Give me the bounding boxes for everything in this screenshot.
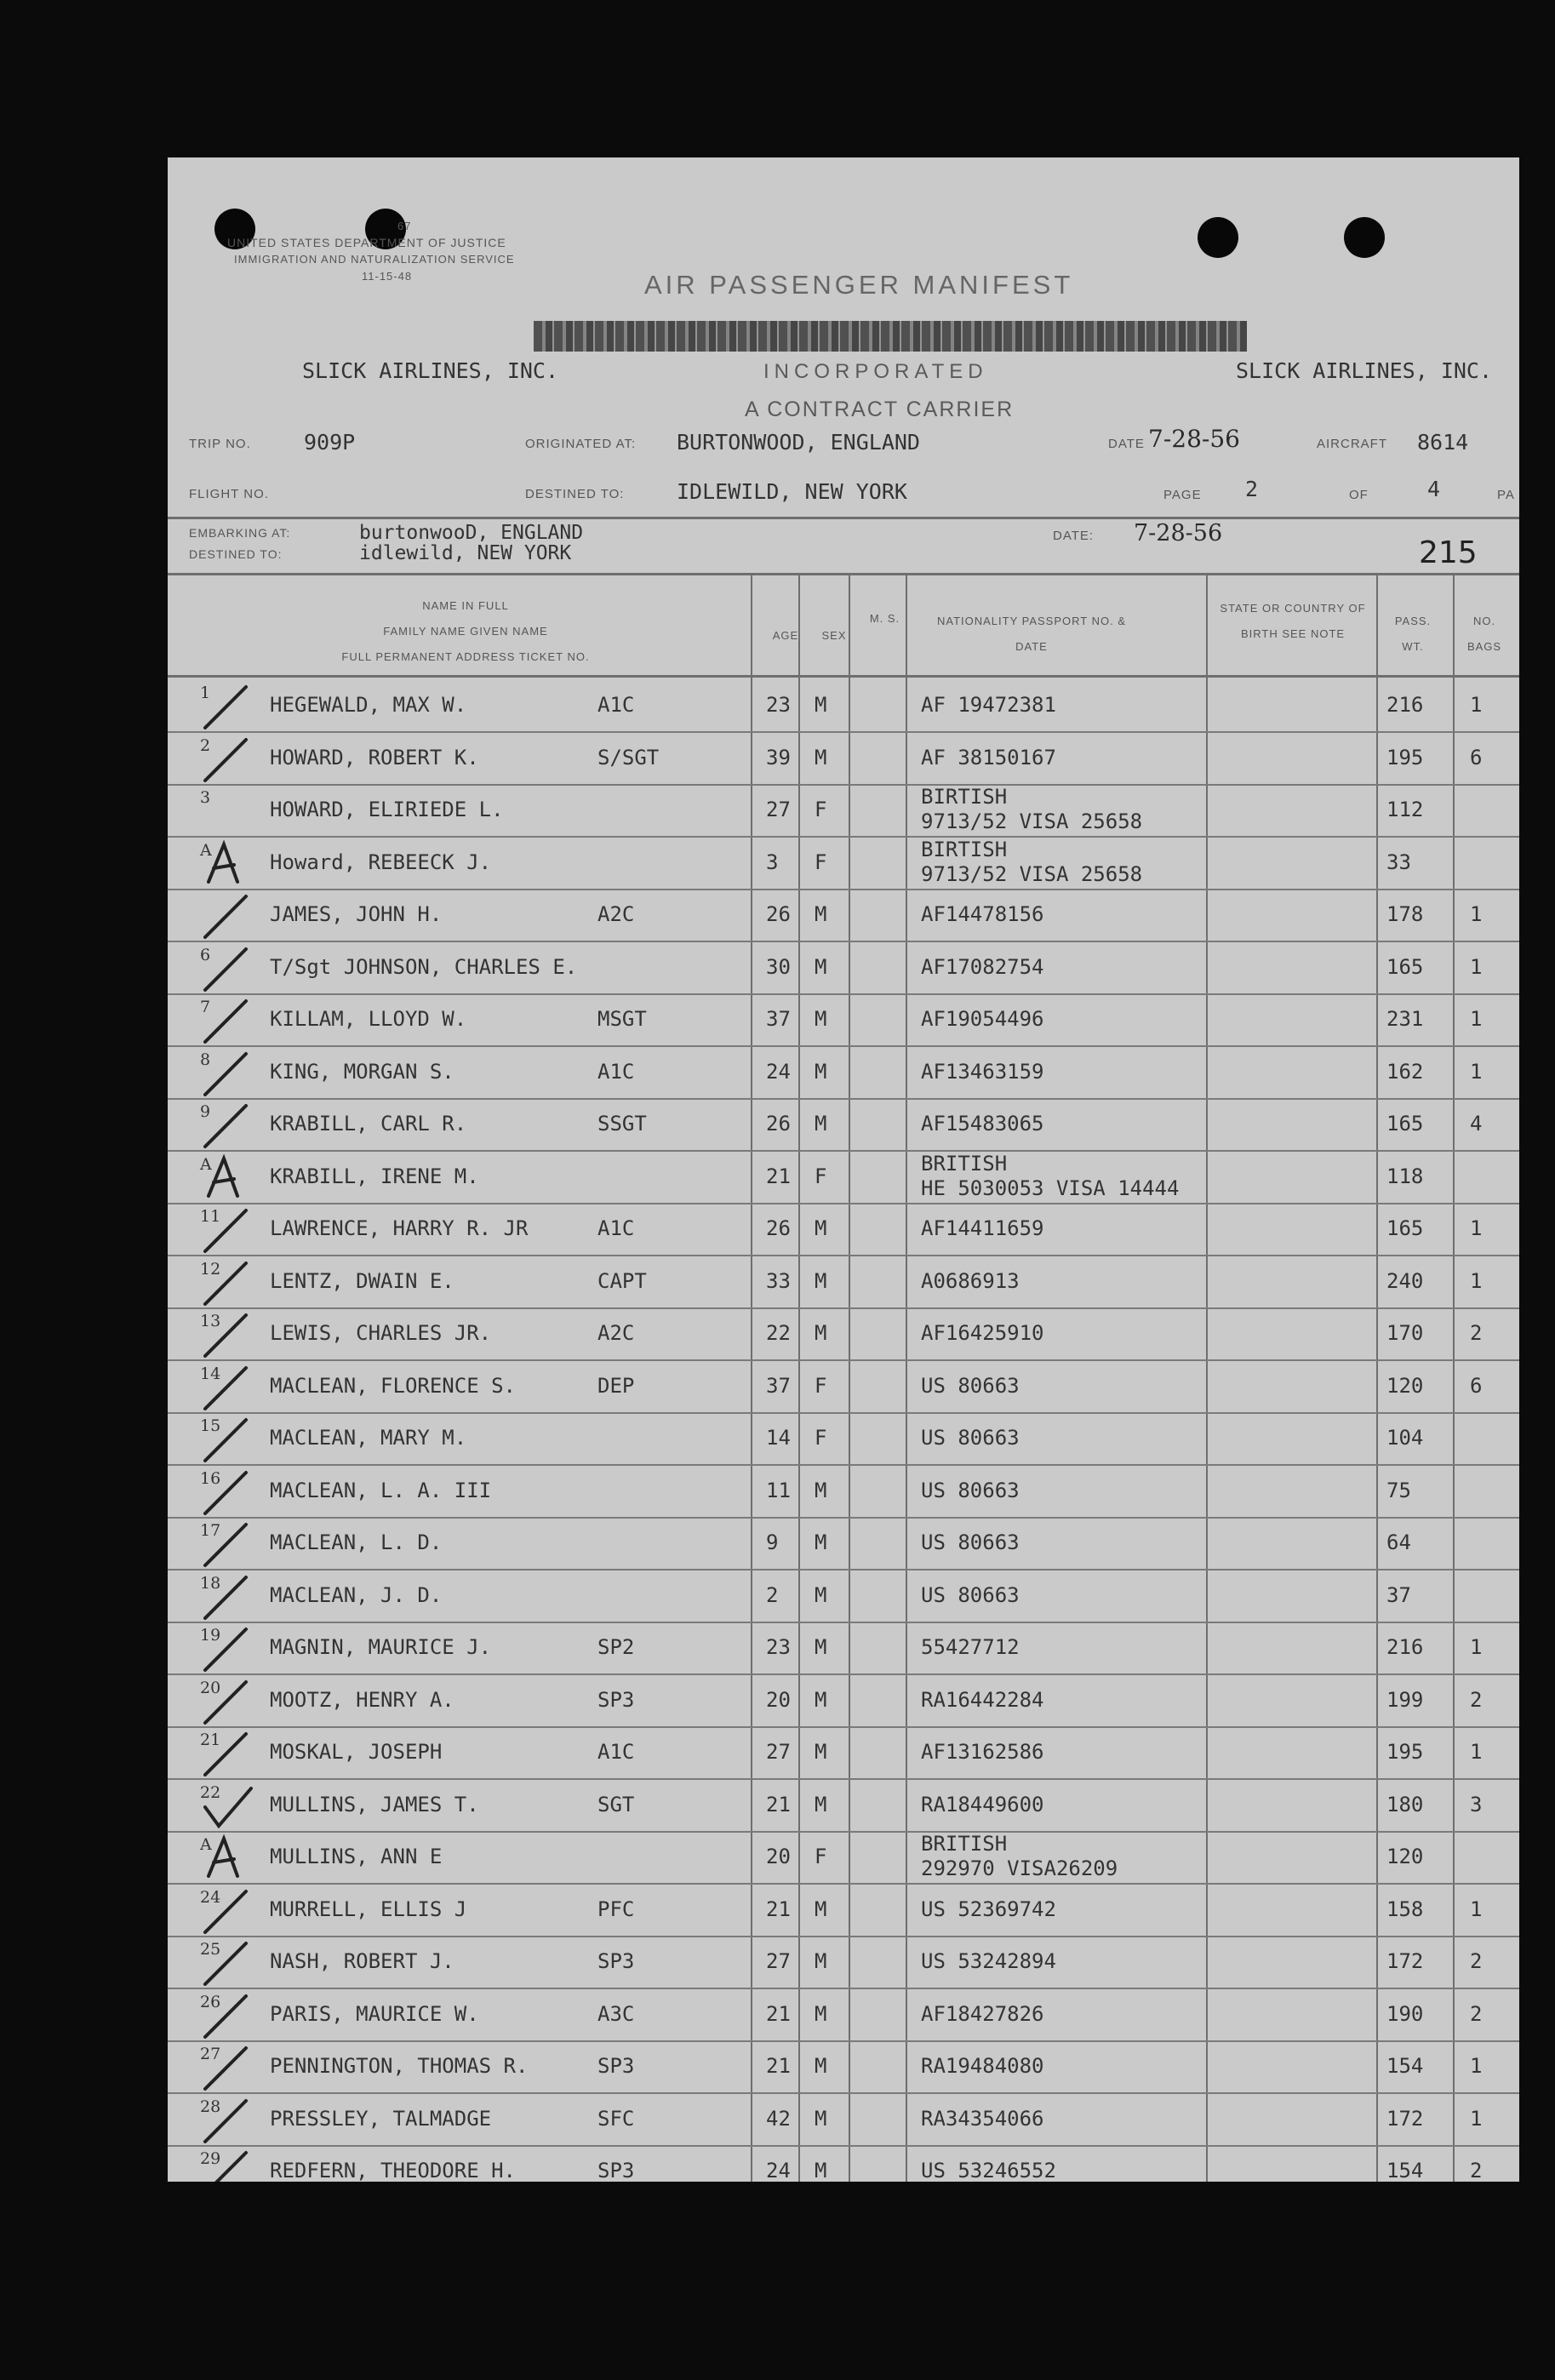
age-value: 24 [766,1059,791,1084]
punch-hole [1344,217,1385,258]
passenger-name: Howard, REBEECK J. [270,850,492,874]
destined-label: DESTINED TO: [525,487,625,501]
row-number: 26 [200,1992,221,2011]
passenger-row [168,888,1519,942]
bag-count: 2 [1470,1949,1483,1973]
nationality-line1: AF16425910 [921,1321,1044,1345]
form-date: 11-15-48 [362,270,413,283]
bag-count: 6 [1470,745,1483,769]
passenger-name: MOOTZ, HENRY A. [270,1687,454,1712]
nationality-line2: 292970 VISA26209 [921,1857,1118,1880]
sex-value: M [815,1949,827,1973]
age-value: 30 [766,954,791,979]
nationality-line1: BIRTISH [921,785,1008,809]
nationality-line1: AF14478156 [921,902,1044,926]
pass-weight: 118 [1386,1164,1424,1188]
nationality-line1: AF14411659 [921,1216,1044,1240]
ticket-rank: SFC [597,2106,635,2131]
bag-count: 3 [1470,1792,1483,1816]
pass-weight: 120 [1386,1373,1424,1398]
passenger-row [168,1359,1519,1414]
age-value: 39 [766,745,791,769]
ticket-rank: SP3 [597,2159,635,2182]
age-value: 27 [766,798,791,821]
col-header-name [270,593,661,670]
ticket-rank: SP3 [597,2054,635,2078]
passenger-name: PRESSLEY, TALMADGE [270,2106,492,2131]
passenger-row [168,731,1519,786]
nationality-line1: US 52369742 [921,1897,1056,1921]
ticket-rank: A2C [597,902,635,926]
date2-label: DATE: [1053,529,1095,543]
pass-weight: 37 [1386,1582,1411,1607]
pass-weight: 33 [1386,850,1411,874]
passenger-row [168,1830,1519,1885]
pass-weight: 165 [1386,1216,1424,1240]
nationality-line1: BRITISH [921,1151,1008,1176]
ticket-rank: SP3 [597,1949,635,1973]
nationality-line1: US 80663 [921,1426,1020,1450]
agency-line-2: IMMIGRATION AND NATURALIZATION SERVICE [234,253,515,266]
ticket-rank: CAPT [597,1268,647,1293]
col-header-nationality: NATIONALITY PASSPORT NO. & DATE [936,615,1126,653]
age-value: 26 [766,1216,791,1240]
row-number: 29 [200,2149,221,2168]
nationality-line1: US 80663 [921,1373,1020,1398]
passenger-row [168,1621,1519,1675]
bag-count: 1 [1470,2106,1483,2131]
nationality-line1: US 80663 [921,1582,1020,1607]
bag-count: 1 [1470,693,1483,717]
destined-to-label: DESTINED TO: [189,547,283,561]
ticket-rank: SP2 [597,1635,635,1659]
destined-to-value: idlewild, NEW YORK [359,542,572,564]
passenger-name: MULLINS, ANN E [270,1845,443,1868]
row-number: 18 [200,1573,221,1593]
nationality-line1: BRITISH [921,1832,1008,1856]
bag-count: 1 [1470,1635,1483,1659]
row-number: 8 [200,1050,211,1069]
passenger-name: KRABILL, CARL R. [270,1112,467,1136]
age-value: 26 [766,902,791,926]
age-value: 21 [766,2001,791,2026]
age-value: 27 [766,1949,791,1973]
age-value: 33 [766,1268,791,1293]
passenger-row [168,1307,1519,1361]
pass-weight: 178 [1386,902,1424,926]
nationality-line1: BIRTISH [921,837,1008,861]
sex-value: M [815,902,827,926]
passenger-name: T/Sgt JOHNSON, CHARLES E. [270,954,578,979]
pa-label: PA [1497,488,1515,502]
sex-value: M [815,1687,827,1712]
col-header-bags: NO. BAGS [1466,615,1502,653]
row-number: 28 [200,2097,221,2116]
pass-weight: 112 [1386,798,1424,821]
pass-weight: 154 [1386,2159,1424,2182]
of-label: OF [1349,488,1369,502]
ticket-rank: SSGT [597,1112,647,1136]
row-number: 13 [200,1312,221,1330]
sex-value: M [815,1059,827,1084]
age-value: 20 [766,1845,791,1868]
passenger-name: MURRELL, ELLIS J [270,1897,467,1921]
divider [168,517,1519,519]
age-value: 2 [766,1582,779,1607]
row-number: 3 [200,788,211,807]
sex-value: F [815,1426,827,1450]
age-value: 23 [766,693,791,717]
passenger-name: MACLEAN, MARY M. [270,1426,467,1450]
sex-value: M [815,1112,827,1136]
pass-weight: 120 [1386,1845,1424,1868]
bag-count: 2 [1470,1321,1483,1345]
col-header-birth: STATE OR COUNTRY OF BIRTH SEE NOTE [1220,602,1366,640]
age-value: 22 [766,1321,791,1345]
passenger-name: PENNINGTON, THOMAS R. [270,2054,529,2078]
row-number: 19 [200,1626,221,1645]
row-number: 21 [200,1731,221,1749]
sex-value: F [815,798,827,821]
sex-value: M [815,1268,827,1293]
passenger-name: JAMES, JOHN H. [270,902,443,926]
age-value: 37 [766,1007,791,1031]
aircraft-label: AIRCRAFT [1317,437,1387,451]
sex-value: F [815,1373,827,1398]
passenger-row [168,836,1519,890]
sex-value: F [815,850,827,874]
page-number: 2 [1245,477,1259,501]
sex-value: F [815,1845,827,1868]
passenger-row [168,1516,1519,1570]
sex-value: M [815,1321,827,1345]
row-number: 14 [200,1364,221,1383]
row-number: 22 [200,1782,221,1802]
nationality-line1: AF17082754 [921,954,1044,979]
nationality-line1: US 80663 [921,1478,1020,1502]
col-header-age: AGE [772,629,799,642]
nationality-line1: AF 38150167 [921,745,1056,769]
bag-count: 4 [1470,1112,1483,1136]
ticket-rank: A1C [597,1059,635,1084]
passenger-name: MAGNIN, MAURICE J. [270,1635,492,1659]
col-header-name-line1: NAME IN FULL [422,599,509,612]
passenger-name: PARIS, MAURICE W. [270,2001,479,2026]
nationality-line1: US 80663 [921,1530,1020,1554]
row-number: 17 [200,1521,221,1540]
row-number: 12 [200,1259,221,1279]
carrier-name-right: SLICK AIRLINES, INC. [1236,358,1493,383]
bag-count: 2 [1470,1687,1483,1712]
row-number: 7 [200,998,211,1016]
ticket-rank: A2C [597,1321,635,1345]
originated-value: BURTONWOOD, ENGLAND [677,430,920,455]
passenger-row [168,1725,1519,1780]
nationality-line1: RA34354066 [921,2106,1044,2131]
sex-value: M [815,1007,827,1031]
contract-carrier-label: A CONTRACT CARRIER [745,398,1015,421]
pass-weight: 190 [1386,2001,1424,2026]
age-value: 21 [766,1164,791,1188]
nationality-line1: AF 19472381 [921,693,1056,717]
pass-weight: 216 [1386,693,1424,717]
page-count: 4 [1427,477,1441,501]
date-label: DATE [1108,437,1145,451]
row-number: 2 [200,735,211,755]
row-number: 6 [200,945,211,964]
passenger-name: HEGEWALD, MAX W. [270,693,467,717]
passenger-row [168,1202,1519,1256]
pass-weight: 158 [1386,1897,1424,1921]
age-value: 21 [766,1897,791,1921]
passenger-name: REDFERN, THEODORE H. [270,2159,516,2182]
age-value: 21 [766,2054,791,2078]
bag-count: 2 [1470,2001,1483,2026]
form-number: 67 [397,220,412,232]
ticket-rank: PFC [597,1897,635,1921]
pass-weight: 165 [1386,954,1424,979]
passenger-row [168,2040,1519,2094]
sex-value: M [815,1216,827,1240]
flight-no-label: FLIGHT NO. [189,487,269,501]
nationality-line1: US 53246552 [921,2159,1056,2182]
pass-weight: 64 [1386,1530,1411,1554]
nationality-line1: AF15483065 [921,1112,1044,1136]
sex-value: M [815,693,827,717]
row-number: 25 [200,1940,221,1959]
divider [168,573,1519,575]
passenger-name: MACLEAN, J. D. [270,1582,443,1607]
bag-count: 2 [1470,2159,1483,2182]
passenger-name: KILLAM, LLOYD W. [270,1007,467,1031]
sex-value: M [815,2054,827,2078]
passenger-name: KRABILL, IRENE M. [270,1164,479,1188]
age-value: 24 [766,2159,791,2182]
ticket-rank: A1C [597,1740,635,1764]
sex-value: M [815,1635,827,1659]
col-header-ms: M. S. [869,612,900,625]
passenger-row [168,993,1519,1047]
pass-weight: 165 [1386,1112,1424,1136]
sex-value: M [815,1530,827,1554]
sex-value: M [815,1740,827,1764]
ticket-rank: A1C [597,693,635,717]
col-header-name-line3: FULL PERMANENT ADDRESS TICKET NO. [341,650,590,663]
passenger-name: MACLEAN, L. A. III [270,1478,492,1502]
pass-weight: 240 [1386,1268,1424,1293]
passenger-row [168,1673,1519,1728]
age-value: 23 [766,1635,791,1659]
row-number: 24 [200,1887,221,1907]
manifest-title: AIR PASSENGER MANIFEST [644,270,1074,300]
bag-count: 1 [1470,1216,1483,1240]
embarking-value: burtonwooD, ENGLAND [359,522,584,544]
passenger-name: LENTZ, DWAIN E. [270,1268,454,1293]
manifest-page [168,157,1519,2182]
row-number: 27 [200,2045,221,2063]
passenger-row [168,1045,1519,1100]
ticket-rank: S/SGT [597,745,660,769]
nationality-line2: 9713/52 VISA 25658 [921,861,1143,886]
destined-value: IDLEWILD, NEW YORK [677,479,907,504]
aircraft-value: 8614 [1417,430,1469,455]
pass-weight: 199 [1386,1687,1424,1712]
bag-count: 6 [1470,1373,1483,1398]
passenger-name: MACLEAN, L. D. [270,1530,443,1554]
sex-value: M [815,1582,827,1607]
age-value: 37 [766,1373,791,1398]
pass-weight: 172 [1386,1949,1424,1973]
pass-weight: 195 [1386,745,1424,769]
pass-weight: 172 [1386,2106,1424,2131]
ticket-rank: A3C [597,2001,635,2026]
passenger-row [168,1411,1519,1466]
passenger-row [168,678,1519,733]
row-number: 11 [200,1207,221,1226]
ticket-rank: DEP [597,1373,635,1398]
row-number: A [200,1835,212,1854]
passenger-row [168,1988,1519,2042]
ticket-rank: A1C [597,1216,635,1240]
col-header-sex: SEX [821,629,847,642]
row-number: 9 [200,1102,211,1121]
passenger-row [168,1569,1519,1623]
ticket-rank: SP3 [597,1687,635,1712]
nationality-line1: 55427712 [921,1635,1020,1659]
pass-weight: 104 [1386,1426,1424,1450]
sex-value: M [815,745,827,769]
bag-count: 1 [1470,1268,1483,1293]
date2-value: 7-28-56 [1134,520,1223,546]
passenger-name: HOWARD, ROBERT K. [270,745,479,769]
handwritten-slash-mark [198,891,253,941]
incorporated-label: INCORPORATED [763,360,988,383]
bag-count: 1 [1470,902,1483,926]
trip-no: 909P [304,430,356,455]
age-value: 21 [766,1792,791,1816]
nationality-line1: RA19484080 [921,2054,1044,2078]
passenger-row [168,1097,1519,1152]
nationality-line1: AF19054496 [921,1007,1044,1031]
divider [168,675,1519,678]
nationality-line1: RA16442284 [921,1687,1044,1712]
passenger-name: MULLINS, JAMES T. [270,1792,479,1816]
sex-value: M [815,2001,827,2026]
sex-value: M [815,2159,827,2182]
pass-weight: 75 [1386,1478,1411,1502]
passenger-row [168,1935,1519,1989]
bag-count: 1 [1470,1059,1483,1084]
age-value: 14 [766,1426,791,1450]
passenger-row [168,2144,1519,2182]
row-number: 16 [200,1468,221,1488]
passenger-name: MACLEAN, FLORENCE S. [270,1373,516,1398]
pass-weight: 170 [1386,1321,1424,1345]
passenger-name: LAWRENCE, HARRY R. JR [270,1216,529,1240]
age-value: 9 [766,1530,779,1554]
row-number: A [200,1154,212,1174]
passenger-row [168,1150,1519,1204]
agency-line-1: UNITED STATES DEPARTMENT OF JUSTICE [227,236,506,249]
stamp-number: 215 [1419,535,1478,570]
bag-count: 1 [1470,1007,1483,1031]
passenger-row [168,783,1519,838]
sex-value: M [815,1478,827,1502]
ticket-rank: MSGT [597,1007,647,1031]
nationality-line1: AF18427826 [921,2001,1044,2026]
passenger-row [168,1464,1519,1519]
sex-value: M [815,1897,827,1921]
age-value: 27 [766,1740,791,1764]
passenger-row [168,941,1519,995]
sex-value: M [815,1792,827,1816]
pass-weight: 162 [1386,1059,1424,1084]
bag-count: 1 [1470,1740,1483,1764]
carrier-name-left: SLICK AIRLINES, INC. [302,358,559,383]
age-value: 20 [766,1687,791,1712]
age-value: 26 [766,1112,791,1136]
passenger-row [168,1778,1519,1833]
row-number: 15 [200,1416,221,1435]
bag-count: 1 [1470,954,1483,979]
passenger-name: NASH, ROBERT J. [270,1949,454,1973]
sex-value: F [815,1164,827,1188]
embarking-label: EMBARKING AT: [189,526,291,540]
nationality-line2: HE 5030053 VISA 14444 [921,1176,1180,1200]
pass-weight: 180 [1386,1792,1424,1816]
row-number: 1 [200,684,211,702]
nationality-line2: 9713/52 VISA 25658 [921,810,1143,833]
passenger-name: KING, MORGAN S. [270,1059,454,1084]
age-value: 42 [766,2106,791,2131]
nationality-line1: RA18449600 [921,1792,1044,1816]
nationality-line1: AF13463159 [921,1059,1044,1084]
punch-hole [1198,217,1238,258]
struck-out-text [534,321,1247,352]
nationality-line1: US 53242894 [921,1949,1056,1973]
pass-weight: 195 [1386,1740,1424,1764]
pass-weight: 231 [1386,1007,1424,1031]
bag-count: 1 [1470,2054,1483,2078]
originated-label: ORIGINATED AT: [525,437,637,451]
age-value: 11 [766,1478,791,1502]
passenger-row [168,1255,1519,1309]
bag-count: 1 [1470,1897,1483,1921]
passenger-name: LEWIS, CHARLES JR. [270,1321,492,1345]
age-value: 3 [766,850,779,874]
passenger-row [168,2092,1519,2147]
passenger-row [168,1883,1519,1937]
nationality-line1: A0686913 [921,1268,1020,1293]
trip-no-label: TRIP NO. [189,437,251,451]
row-number: 20 [200,1678,221,1697]
nationality-line1: AF13162586 [921,1740,1044,1764]
col-header-name-line2: FAMILY NAME GIVEN NAME [383,625,548,638]
pass-weight: 154 [1386,2054,1424,2078]
page-label: PAGE [1163,488,1202,502]
date-value: 7-28-56 [1148,425,1240,453]
ticket-rank: SGT [597,1792,635,1816]
col-header-pass-wt: PASS. WT. [1394,615,1432,653]
sex-value: M [815,2106,827,2131]
pass-weight: 216 [1386,1635,1424,1659]
sex-value: M [815,954,827,979]
passenger-name: HOWARD, ELIRIEDE L. [270,798,504,821]
row-number: A [200,840,212,860]
passenger-name: MOSKAL, JOSEPH [270,1740,443,1764]
